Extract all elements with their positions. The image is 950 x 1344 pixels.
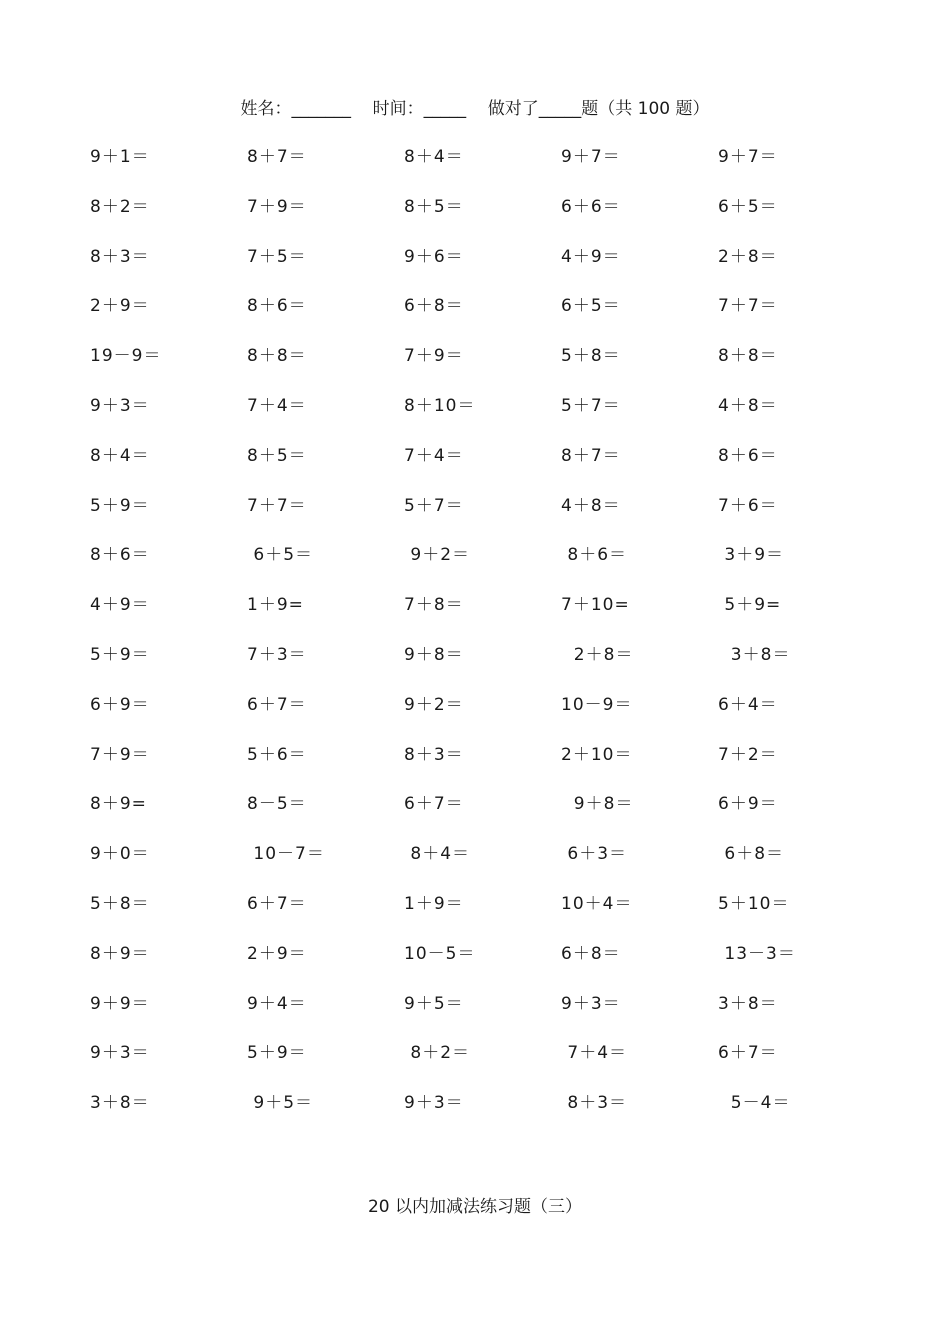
problem-item: 3＋8＝ [90,1093,150,1114]
problem-item: 6＋5＝ [718,196,778,217]
problem-item: 4＋8＝ [561,495,621,516]
problem-item: 9＋7＝ [718,147,778,167]
problem-item: 9＋8＝ [561,794,634,815]
next-worksheet-title: 20 以内加减法练习题（三） [367,1197,583,1217]
problem-item: 5＋8＝ [90,894,150,914]
problem-item: 9＋3＝ [90,396,150,416]
problem-item: 6＋8＝ [718,844,785,865]
problem-item: 2＋8＝ [718,246,778,267]
problem-item: 3＋9＝ [718,545,785,566]
problem-item: 8＋4＝ [90,445,150,466]
problem-item: 13－3＝ [718,943,796,964]
problem-item: 7＋7＝ [718,296,778,317]
problem-item: 9＋3＝ [404,1093,464,1114]
problem-item: 6＋7＝ [718,1043,778,1064]
problem-item: 6＋4＝ [718,694,778,715]
problem-row [0,291,950,321]
problem-item: 5＋7＝ [404,495,464,516]
problem-item: 8＋5＝ [247,445,307,466]
problem-row [0,640,950,670]
problem-item: 9＋2＝ [404,694,464,715]
problem-item: 7＋9＝ [404,346,464,367]
problem-row [0,989,950,1019]
problem-item: 9＋2＝ [404,545,471,566]
problem-item: 6＋8＝ [561,943,621,964]
problem-item: 8＋9= [90,794,147,815]
problem-item: 8＋10＝ [404,396,476,416]
problem-item: 4＋9＝ [90,595,150,616]
problem-item: 9＋4＝ [247,993,307,1014]
problem-item: 5＋6＝ [247,744,307,765]
problem-item: 10－5＝ [404,943,476,964]
problem-item: 4＋8＝ [718,396,778,416]
problem-item: 8＋5＝ [404,196,464,217]
problem-item: 5－4＝ [718,1093,791,1114]
problem-item: 7＋5＝ [247,246,307,267]
problem-row [0,839,950,869]
problem-item: 8＋9＝ [90,943,150,964]
problem-row [0,491,950,521]
problem-item: 4＋9＝ [561,246,621,267]
problem-row [0,441,950,471]
problem-item: 5＋9＝ [90,645,150,665]
problem-row [0,1088,950,1118]
problem-row [0,540,950,570]
problem-item: 6＋7＝ [247,894,307,914]
problem-item: 9＋3＝ [90,1043,150,1064]
problem-row [0,889,950,919]
problem-item: 5＋8＝ [561,346,621,367]
problem-row [0,242,950,272]
problem-item: 8＋4＝ [404,844,471,865]
problem-item: 6＋3＝ [561,844,628,865]
problem-item: 8＋6＝ [90,545,150,566]
problem-item: 9＋5＝ [247,1093,314,1114]
problem-item: 10＋4＝ [561,894,633,914]
problem-item: 2＋10＝ [561,744,633,765]
problem-item: 5＋9＝ [90,495,150,516]
problem-item: 9＋8＝ [404,645,464,665]
problem-row [0,341,950,371]
problem-item: 8－5＝ [247,794,307,815]
problem-item: 8＋7＝ [561,445,621,466]
problem-item: 8＋8＝ [247,346,307,367]
problem-row [0,1038,950,1068]
problem-item: 7＋4＝ [404,445,464,466]
problem-item: 2＋9＝ [90,296,150,317]
problem-item: 9＋7＝ [561,147,621,167]
problem-item: 8＋2＝ [404,1043,471,1064]
problem-item: 9＋1＝ [90,147,150,167]
problem-item: 3＋8＝ [718,993,778,1014]
problem-item: 8＋3＝ [561,1093,628,1114]
problem-item: 1＋9＝ [404,894,464,914]
problem-item: 6＋8＝ [404,296,464,317]
problem-item: 9＋0＝ [90,844,150,865]
problem-item: 7＋10= [561,595,630,616]
problem-item: 6＋5＝ [247,545,314,566]
problem-item: 6＋7＝ [247,694,307,715]
problem-item: 3＋8＝ [718,645,791,665]
problem-row [0,740,950,770]
problem-item: 8＋6＝ [247,296,307,317]
problem-item: 5＋10＝ [718,894,790,914]
problem-item: 5＋9= [718,595,782,616]
problem-item: 7＋2＝ [718,744,778,765]
problem-item: 9＋3＝ [561,993,621,1014]
problem-item: 8＋6＝ [718,445,778,466]
problem-item: 6＋9＝ [718,794,778,815]
problem-row [0,590,950,620]
problem-item: 7＋9＝ [247,196,307,217]
problem-item: 2＋8＝ [561,645,634,665]
problem-row [0,690,950,720]
problem-item: 7＋7＝ [247,495,307,516]
problem-row [0,789,950,819]
problem-item: 8＋2＝ [90,196,150,217]
problem-item: 19－9＝ [90,346,162,367]
problem-item: 7＋6＝ [718,495,778,516]
problem-item: 8＋8＝ [718,346,778,367]
problem-item: 8＋6＝ [561,545,628,566]
problem-item: 7＋9＝ [90,744,150,765]
problem-item: 5＋7＝ [561,396,621,416]
problem-item: 7＋3＝ [247,645,307,665]
problem-row [0,192,950,222]
problem-item: 8＋3＝ [404,744,464,765]
problem-item: 1＋9= [247,595,304,616]
problem-row [0,939,950,969]
worksheet-header: 姓名：_______ 时间：_____ 做对了_____题（共 100 题） [240,99,710,119]
problem-item: 10－9＝ [561,694,633,715]
problem-item: 6＋7＝ [404,794,464,815]
problem-item: 9＋9＝ [90,993,150,1014]
problem-item: 8＋4＝ [404,147,464,167]
problem-item: 7＋4＝ [247,396,307,416]
problem-item: 10－7＝ [247,844,325,865]
problem-item: 6＋6＝ [561,196,621,217]
problem-item: 8＋7＝ [247,147,307,167]
problem-item: 7＋8＝ [404,595,464,616]
problem-item: 5＋9＝ [247,1043,307,1064]
problem-item: 6＋5＝ [561,296,621,317]
problem-item: 8＋3＝ [90,246,150,267]
problem-item: 6＋9＝ [90,694,150,715]
problem-row [0,391,950,421]
problem-item: 9＋5＝ [404,993,464,1014]
problem-item: 9＋6＝ [404,246,464,267]
problem-item: 2＋9＝ [247,943,307,964]
problem-item: 7＋4＝ [561,1043,628,1064]
problem-row [0,142,950,172]
